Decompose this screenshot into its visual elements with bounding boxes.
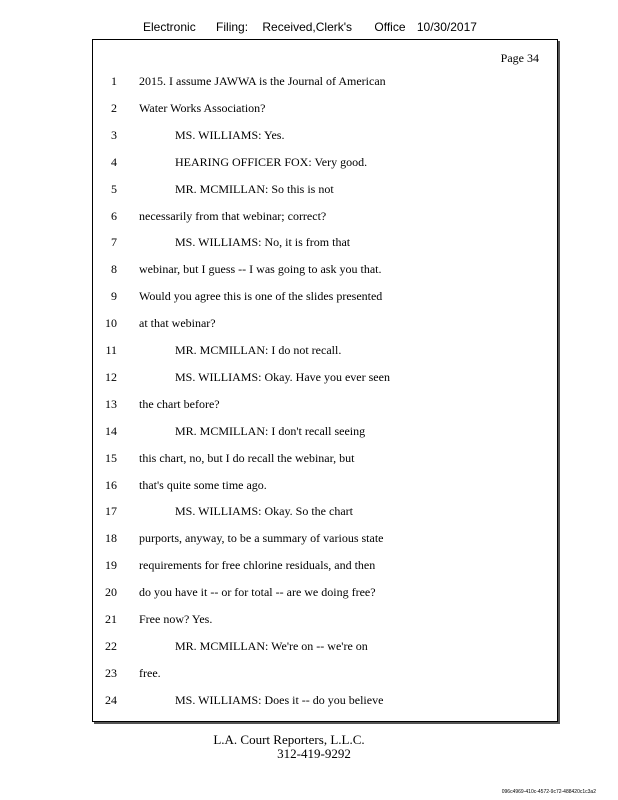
- line-number: 5: [111, 181, 117, 196]
- line-number: 21: [105, 612, 117, 626]
- line-number: 15: [105, 450, 117, 465]
- line-text: do you have it -- or for total -- are we doing free?: [139, 585, 376, 600]
- line-text: at that webinar?: [139, 316, 216, 331]
- line-number: 16: [105, 477, 117, 492]
- line-text: this chart, no, but I do recall the webinar, but: [139, 450, 355, 465]
- transcript-page: [92, 39, 558, 722]
- line-text: that's quite some time ago.: [139, 477, 267, 492]
- line-text: the chart before?: [139, 396, 220, 411]
- line-number: 2: [111, 100, 117, 115]
- line-text: MS. WILLIAMS: Does it -- do you believe: [175, 692, 384, 707]
- line-text: MR. MCMILLAN: I do not recall.: [175, 343, 342, 357]
- transcript-line: [93, 639, 557, 655]
- line-number: 8: [111, 262, 117, 277]
- line-text: Free now? Yes.: [139, 612, 213, 626]
- line-text: purports, anyway, to be a summary of various state: [139, 531, 384, 546]
- transcript-line: [93, 209, 557, 225]
- line-text: MR. MCMILLAN: We're on -- we're on: [175, 638, 368, 653]
- line-number: 14: [105, 423, 117, 438]
- transcript-line: [93, 155, 557, 171]
- line-text: MS. WILLIAMS: Okay. Have you ever seen: [175, 369, 390, 384]
- transcript-line: [93, 262, 557, 278]
- transcript-line: [93, 182, 557, 198]
- line-number: 9: [111, 289, 117, 304]
- document-hash: 096c4969-410c-4572-9c72-488420c1c3a2: [501, 789, 596, 795]
- court-reporter-phone: 312-419-9292: [277, 746, 351, 761]
- transcript-line: [93, 397, 557, 413]
- transcript-line: [93, 451, 557, 467]
- filing-header-word2: Filing:: [216, 20, 249, 34]
- line-number: 13: [105, 396, 117, 411]
- line-text: MS. WILLIAMS: Yes.: [175, 127, 285, 142]
- line-number: 20: [105, 585, 117, 600]
- transcript-line: [93, 316, 557, 332]
- line-number: 7: [111, 235, 117, 250]
- transcript-line: [93, 343, 557, 359]
- line-text: 2015. I assume JAWWA is the Journal of American: [139, 74, 386, 88]
- transcript-line: [93, 370, 557, 386]
- transcript-line: [93, 478, 557, 494]
- transcript-line: [93, 531, 557, 547]
- filing-header-word1: Electronic: [143, 20, 196, 34]
- transcript-line: [93, 235, 557, 251]
- transcript-line: [93, 612, 557, 628]
- line-number: 19: [105, 558, 117, 573]
- transcript-line: [93, 693, 557, 709]
- line-text: Water Works Association?: [139, 100, 266, 115]
- transcript-line: [93, 424, 557, 440]
- line-number: 6: [111, 208, 117, 223]
- filing-header-word4: Office: [374, 20, 406, 34]
- transcript-line: [93, 74, 557, 90]
- transcript-line: [93, 585, 557, 601]
- line-number: 12: [105, 369, 117, 384]
- line-text: Would you agree this is one of the slides presented: [139, 289, 383, 304]
- line-number: 4: [111, 154, 117, 169]
- line-number: 17: [105, 504, 117, 519]
- filing-header-word3: Received,Clerk's: [262, 20, 353, 34]
- filing-header: [143, 20, 477, 34]
- line-text: requirements for free chlorine residuals, and then: [139, 558, 376, 573]
- line-text: necessarily from that webinar; correct?: [139, 208, 327, 223]
- line-number: 3: [111, 127, 117, 142]
- transcript-line: [93, 504, 557, 520]
- line-text: HEARING OFFICER FOX: Very good.: [175, 154, 368, 169]
- transcript-line: [93, 558, 557, 574]
- court-reporter-name: L.A. Court Reporters, L.L.C.: [213, 732, 365, 747]
- line-number: 11: [105, 343, 117, 357]
- filing-header-date: 10/30/2017: [416, 20, 477, 34]
- transcript-line: [93, 101, 557, 117]
- page-number: Page 34: [500, 51, 539, 65]
- line-text: free.: [139, 665, 161, 680]
- transcript-line: [93, 128, 557, 144]
- line-text: webinar, but I guess -- I was going to ask you that.: [139, 262, 382, 277]
- line-number: 10: [105, 316, 117, 331]
- line-text: MR. MCMILLAN: I don't recall seeing: [175, 423, 366, 438]
- line-text: MR. MCMILLAN: So this is not: [175, 181, 334, 196]
- line-number: 18: [105, 531, 117, 546]
- transcript-line: [93, 289, 557, 305]
- line-text: MS. WILLIAMS: Okay. So the chart: [175, 504, 353, 519]
- line-number: 24: [105, 692, 117, 707]
- line-number: 22: [105, 638, 117, 653]
- line-number: 23: [105, 665, 117, 680]
- line-number: 1: [111, 74, 117, 88]
- line-text: MS. WILLIAMS: No, it is from that: [175, 235, 351, 250]
- transcript-line: [93, 666, 557, 682]
